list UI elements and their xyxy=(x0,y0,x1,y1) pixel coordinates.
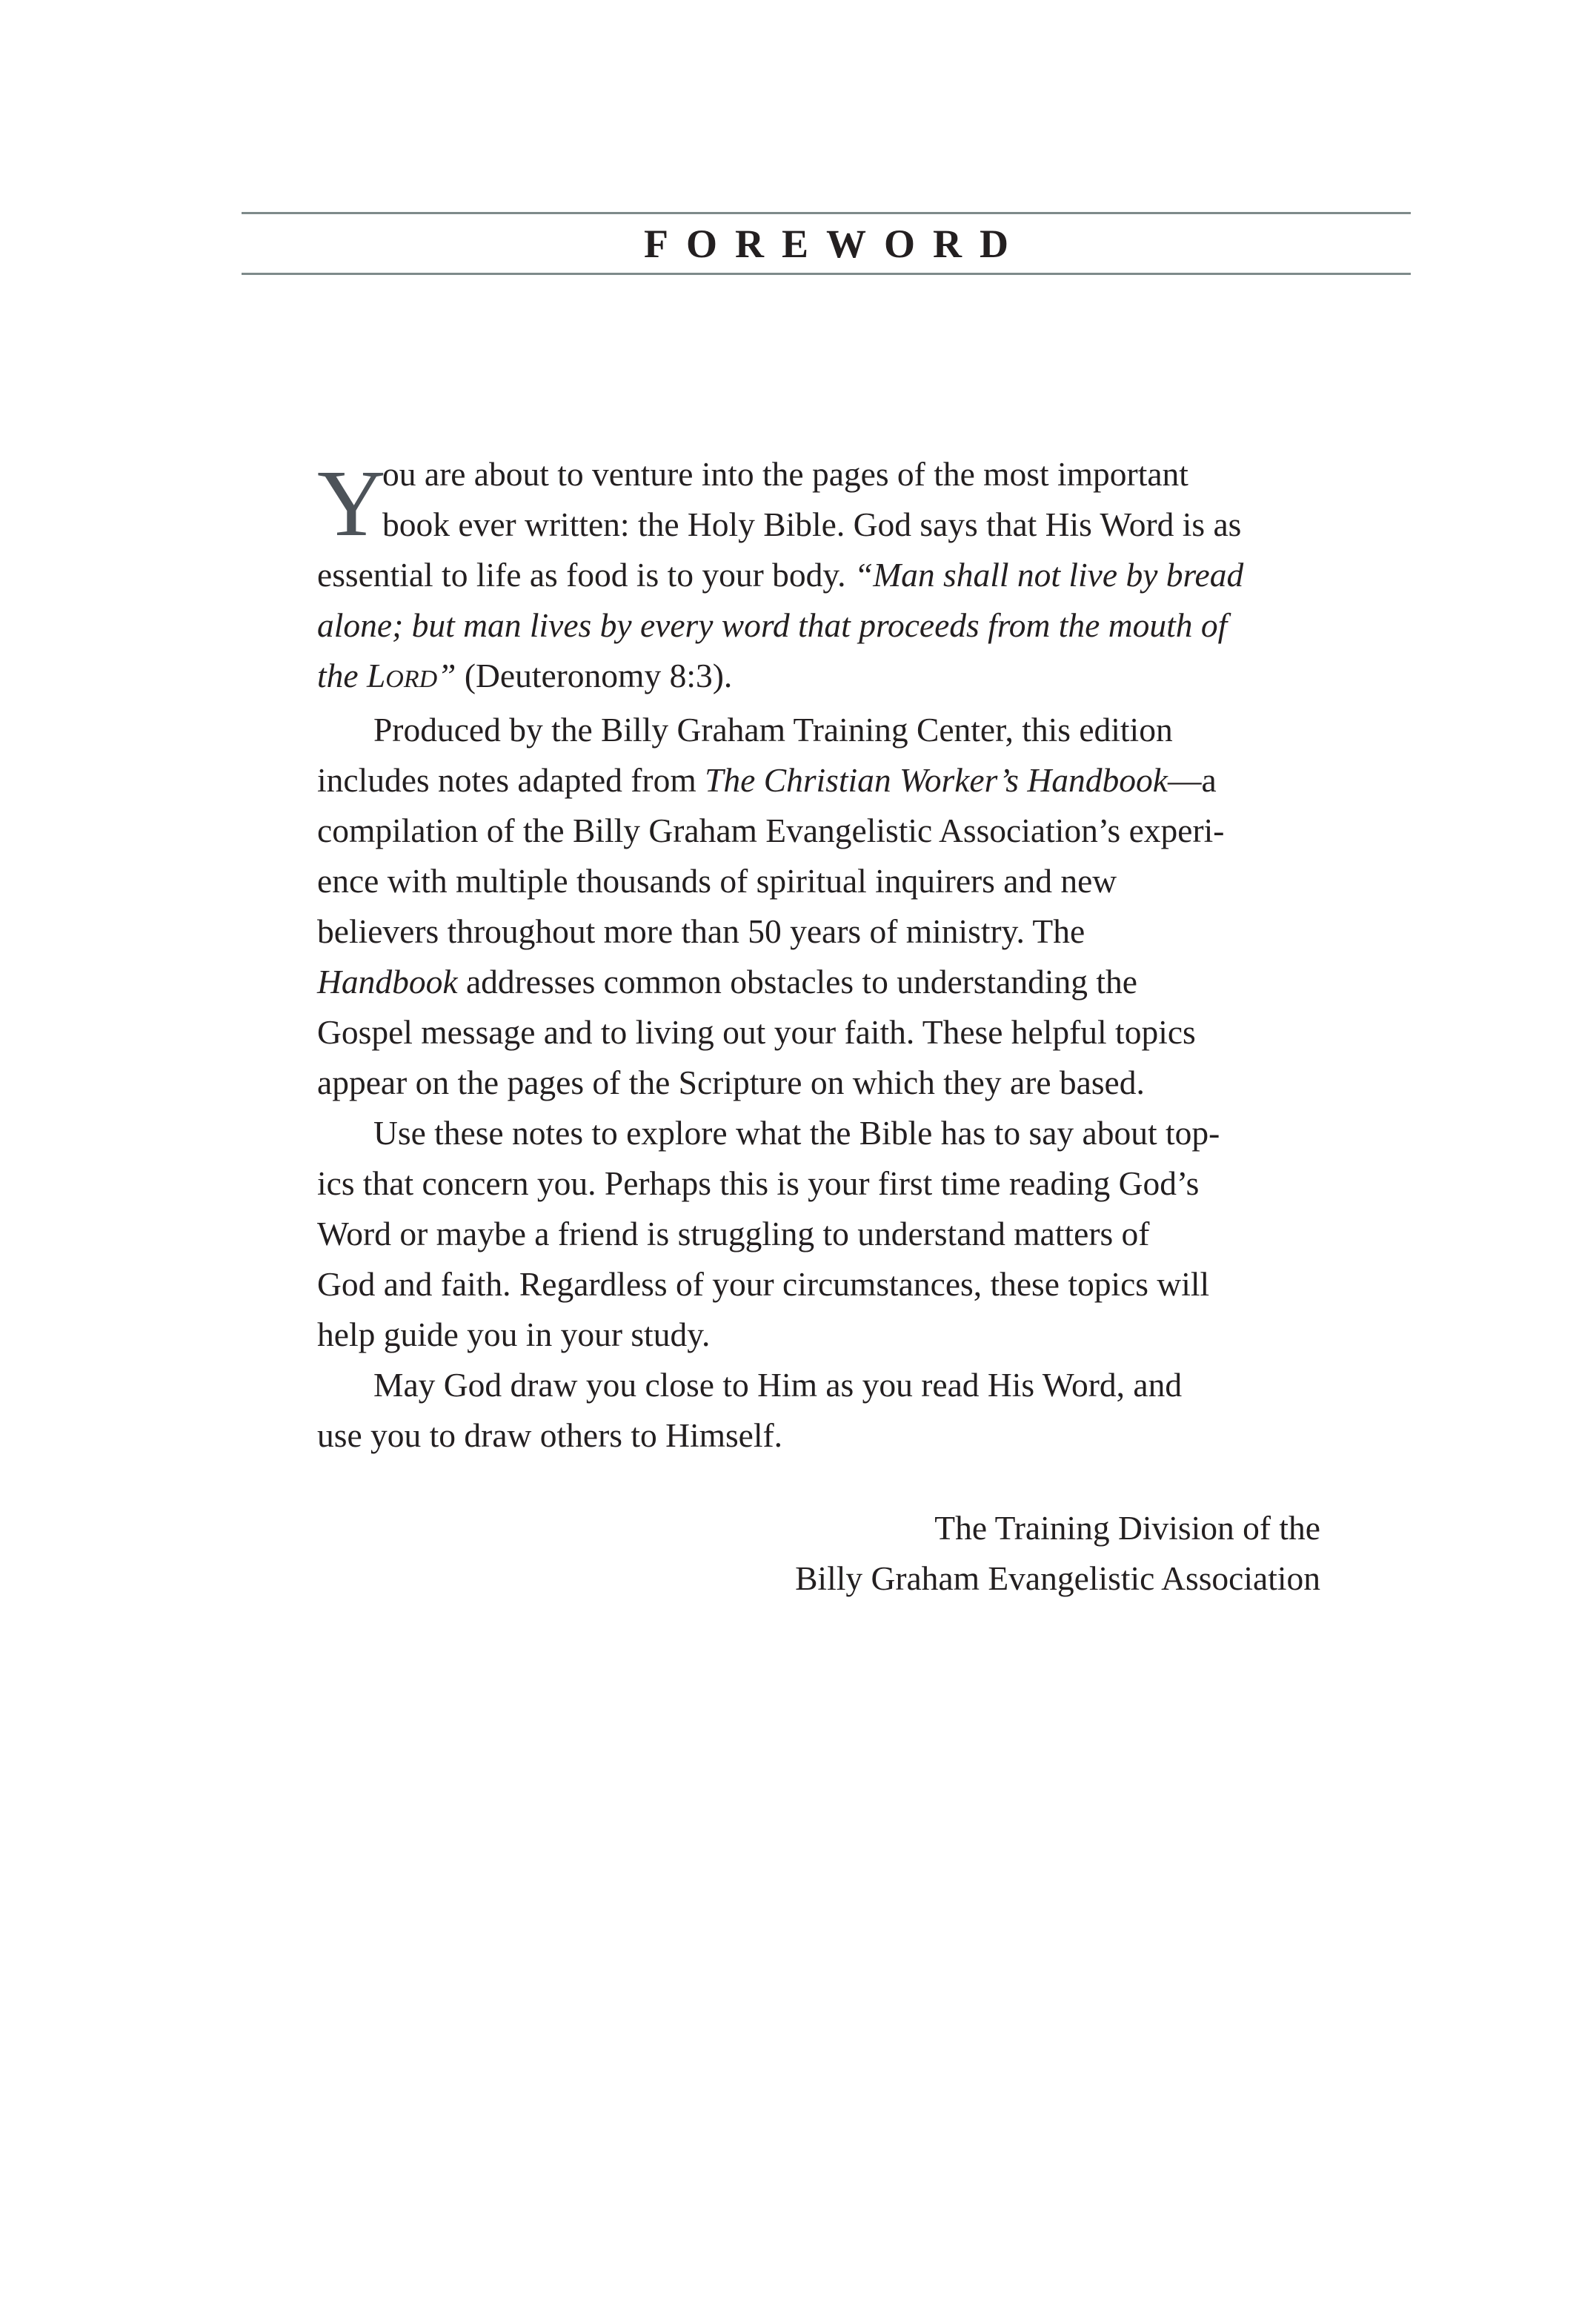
paragraph-3-line-5: help guide you in your study. xyxy=(317,1315,711,1353)
paragraph-2-line-3: compilation of the Billy Graham Evangelistic Association’s experi- xyxy=(317,812,1225,849)
paragraph-1-line-3-text: essential to life as food is to your body. xyxy=(317,556,854,594)
paragraph-4-line-2: use you to draw others to Himself. xyxy=(317,1416,783,1454)
paragraph-3-line-3: Word or maybe a friend is struggling to understand matters of xyxy=(317,1215,1150,1252)
signature-line-2: Billy Graham Evangelistic Association xyxy=(795,1559,1320,1597)
drop-cap: Y xyxy=(317,451,386,556)
paragraph-3 xyxy=(317,1108,1334,1360)
paragraph-2-line-8: appear on the pages of the Scripture on which they are based. xyxy=(317,1064,1145,1101)
paragraph-2-line-6 xyxy=(317,957,1334,1007)
scripture-quote-start: “Man shall not live by bread xyxy=(854,556,1244,594)
scripture-quote-smallcaps: ORD xyxy=(385,666,438,693)
paragraph-2 xyxy=(317,705,1334,1108)
paragraph-2-line-7: Gospel message and to living out your faith. These helpful topics xyxy=(317,1013,1196,1051)
paragraph-2-line-5: believers throughout more than 50 years of ministry. The xyxy=(317,912,1085,950)
paragraph-4-line-1: May God draw you close to Him as you read His Word, and xyxy=(373,1366,1183,1404)
scripture-quote-middle: alone; but man lives by every word that proceeds from the mouth of xyxy=(317,606,1228,644)
header-bottom-rule xyxy=(242,273,1411,275)
signature-line-1: The Training Division of the xyxy=(934,1509,1320,1547)
paragraph-1-line-2: book ever written: the Holy Bible. God says that His Word is as xyxy=(382,505,1242,543)
paragraph-4 xyxy=(317,1360,1334,1461)
paragraph-3-line-4: God and faith. Regardless of your circumstances, these topics will xyxy=(317,1265,1210,1303)
header-top-rule xyxy=(242,212,1411,214)
paragraph-1-line-3 xyxy=(317,550,1334,600)
paragraph-1-line-5 xyxy=(317,651,1334,705)
paragraph-3-line-2: ics that concern you. Perhaps this is your first time reading God’s xyxy=(317,1164,1200,1202)
paragraph-2-line-1: Produced by the Billy Graham Training Center, this edition xyxy=(373,711,1173,749)
scripture-reference: (Deuteronomy 8:3). xyxy=(456,657,733,694)
paragraph-2-line-2-text: includes notes adapted from xyxy=(317,761,705,799)
paragraph-2-line-6-text: addresses common obstacles to understanding the xyxy=(457,963,1137,1001)
scripture-quote-end-b: ” xyxy=(437,657,456,694)
paragraph-2-line-4: ence with multiple thousands of spiritual inquirers and new xyxy=(317,862,1117,900)
handbook-short-title: Handbook xyxy=(317,963,458,1001)
paragraph-1-line-1: ou are about to venture into the pages of the most important xyxy=(382,455,1188,493)
paragraph-2-line-2-tail: —a xyxy=(1167,761,1217,799)
scripture-quote-end-a: the L xyxy=(317,657,386,694)
paragraph-2-line-2 xyxy=(317,755,1334,806)
paragraph-1-line-4 xyxy=(317,600,1334,651)
paragraph-1 xyxy=(317,449,1334,705)
foreword-body xyxy=(317,449,1334,1461)
paragraph-3-line-1: Use these notes to explore what the Bible has to say about top- xyxy=(373,1114,1220,1152)
signature-block xyxy=(795,1503,1320,1604)
handbook-title: The Christian Worker’s Handbook xyxy=(705,761,1168,799)
page-title: FOREWORD xyxy=(644,222,1026,266)
